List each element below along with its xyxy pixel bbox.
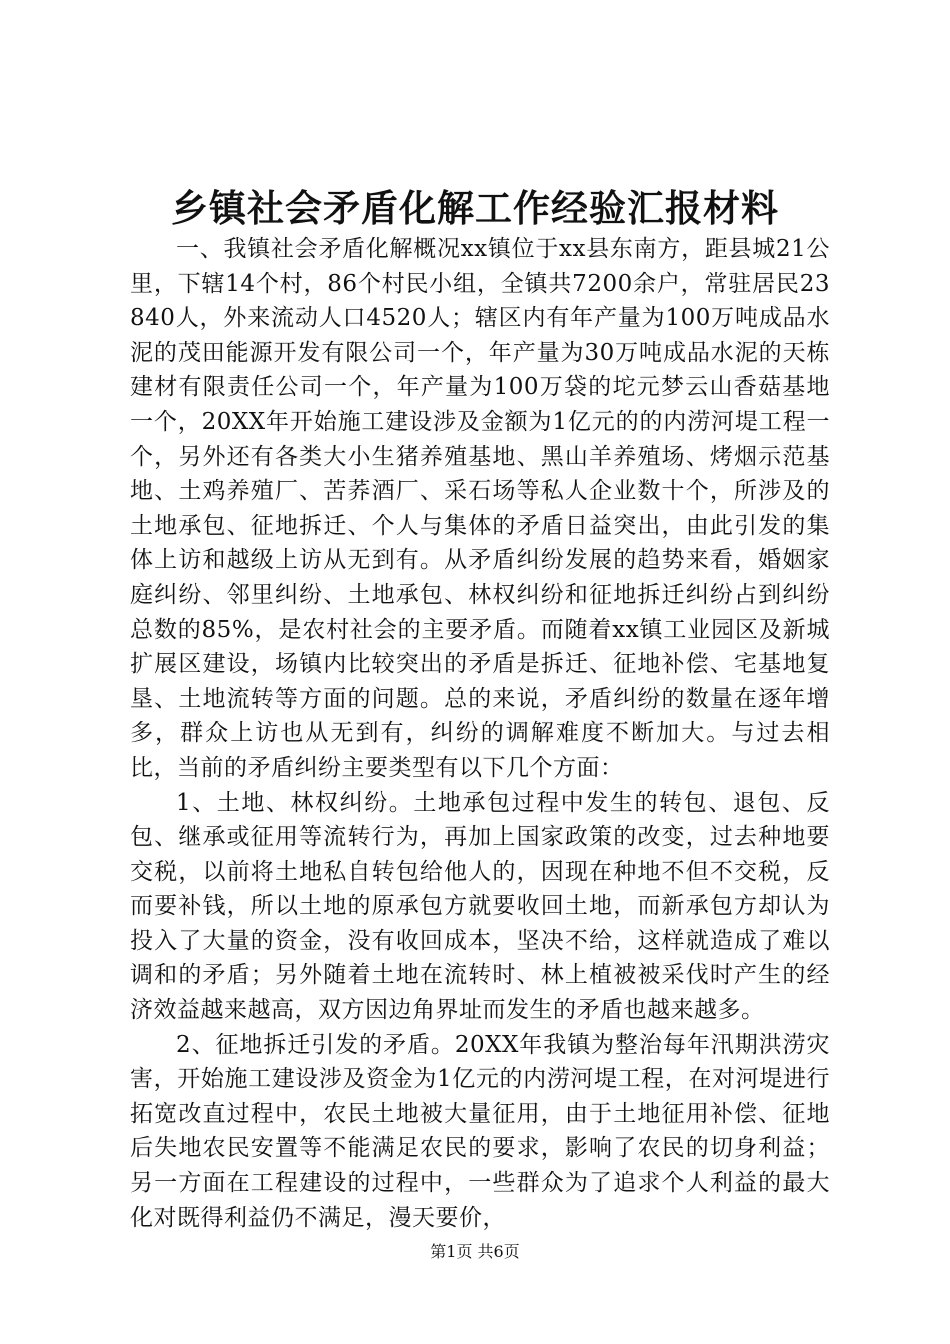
document-body [130,232,830,1235]
document-title: 乡镇社会矛盾化解工作经验汇报材料 [171,186,779,230]
paragraph-overview: 一、我镇社会矛盾化解概况xx镇位于xx县东南方，距县城21公里，下辖14个村，86个村民小组，全镇共7200余户，常驻居民23840人，外来流动人口4520人；辖区内有年产量为100万吨成品水泥的茂田能源开发有限公司一个，年产量为30万吨成品水泥的天栋建材有限责任公司一个，年产量为100万袋的坨元梦云山香菇基地一个，20XX年开始施工建设涉及金额为1亿元的的内涝河堤工程一个，另外还有各类大小生猪养殖基地、黑山羊养殖场、烤烟示范基地、土鸡养殖厂、苦荞酒厂、采石场等私人企业数十个，所涉及的土地承包、征地拆迁、个人与集体的矛盾日益突出，由此引发的集体上访和越级上访从无到有。从矛盾纠纷发展的趋势来看，婚姻家庭纠纷、邻里纠纷、土地承包、林权纠纷和征地拆迁纠纷占到纠纷总数的85%，是农村社会的主要矛盾。而随着xx镇工业园区及新城扩展区建设，场镇内比较突出的矛盾是拆迁、征地补偿、宅基地复垦、土地流转等方面的问题。总的来说，矛盾纠纷的数量在逐年增多，群众上访也从无到有，纠纷的调解难度不断加大。与过去相比，当前的矛盾纠纷主要类型有以下几个方面： [130,236,830,781]
paragraph-land-forest-disputes: 1、土地、林权纠纷。土地承包过程中发生的转包、退包、反包、继承或征用等流转行为，再加上国家政策的改变，过去种地要交税，以前将土地私自转包给他人的，因现在种地不但不交税，反而要补钱，所以土地的原承包方就要收回土地，而新承包方却认为投入了大量的资金，没有收回成本，坚决不给，这样就造成了难以调和的矛盾；另外随着土地在流转时、林上植被被采伐时产生的经济效益越来越高，双方因边角界址而发生的矛盾也越来越多。 [130,789,830,1024]
page-number-footer: 第1页 共6页 [430,1242,520,1261]
paragraph-land-acquisition-disputes: 2、征地拆迁引发的矛盾。20XX年我镇为整治每年汛期洪涝灾害，开始施工建设涉及资金为1亿元的内涝河堤工程，在对河堤进行拓宽改直过程中，农民土地被大量征用，由于土地征用补偿、征地后失地农民安置等不能满足农民的要求，影响了农民的切身利益；另一方面在工程建设的过程中，一些群众为了追求个人利益的最大化对既得利益仍不满足，漫天要价， [130,1031,830,1231]
